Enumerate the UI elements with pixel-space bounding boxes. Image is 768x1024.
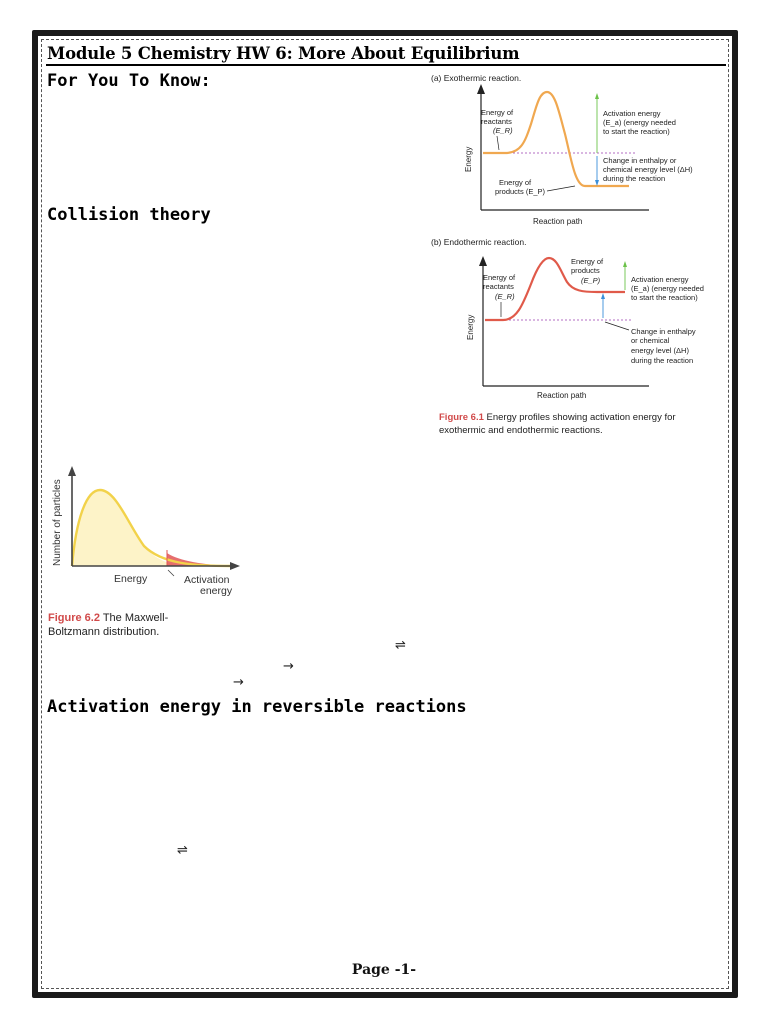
panel-b-y-label: Energy	[466, 314, 475, 340]
panel-b-dh-label-2: or chemical	[631, 336, 670, 345]
panel-b-products-label-1: Energy of	[571, 257, 604, 266]
panel-a-products-pointer	[547, 186, 575, 191]
panel-b-products-label-3: (E_P)	[581, 276, 601, 285]
panel-b-ea-arrowhead	[623, 261, 627, 267]
panel-b-reactants-label-2: reactants	[483, 282, 514, 291]
panel-b-ea-label-2: (E_a) (energy needed	[631, 284, 704, 293]
panel-a-ea-label-2: (E_a) (energy needed	[603, 118, 676, 127]
panel-a-dh-label-2: chemical energy level (ΔH)	[603, 165, 693, 174]
figure-6-1-caption-line-2: exothermic and endothermic reactions.	[439, 425, 603, 436]
panel-b-ea-label-3: to start the reaction)	[631, 293, 698, 302]
panel-a-ea-label-3: to start the reaction)	[603, 127, 670, 136]
panel-a-reactants-pointer	[497, 136, 499, 150]
arrow-symbol-2: →	[233, 675, 244, 690]
page-title: Module 5 Chemistry HW 6: More About Equilibrium	[47, 44, 520, 63]
mb-activation-label-1: Activation	[184, 574, 230, 586]
figure-6-2	[44, 460, 254, 642]
panel-b-reactants-label-1: Energy of	[483, 273, 516, 282]
figure-6-1-caption-line-1: Figure 6.1 Energy profiles showing activation energy for	[439, 412, 676, 423]
panel-b-dh-pointer	[605, 322, 629, 330]
heading-activation-energy-reversible: Activation energy in reversible reactions	[47, 697, 467, 717]
panel-a-reactants-label-2: reactants	[481, 117, 512, 126]
panel-b-dh-label-4: during the reaction	[631, 356, 694, 365]
heading-collision-theory: Collision theory	[47, 205, 211, 225]
figure-6-1	[425, 72, 725, 442]
panel-a-y-arrowhead	[477, 84, 485, 94]
heading-for-you-to-know: For You To Know:	[47, 71, 211, 91]
figure-6-2-caption-line-2: Boltzmann distribution.	[48, 626, 160, 638]
panel-b-ea-label-1: Activation energy	[631, 275, 689, 284]
panel-b-dh-label-3: energy level (ΔH)	[631, 346, 689, 355]
panel-a-y-label: Energy	[464, 146, 473, 172]
panel-a-x-label: Reaction path	[533, 217, 583, 226]
mb-y-label: Number of particles	[52, 479, 63, 566]
mb-y-arrowhead	[68, 466, 76, 476]
panel-a-ea-arrowhead	[595, 93, 599, 99]
panel-b-label: (b) Endothermic reaction.	[431, 237, 527, 247]
mb-activation-label-2: energy	[200, 585, 233, 597]
panel-a-products-label-1: Energy of	[499, 178, 532, 187]
panel-a-reactants-label-1: Energy of	[481, 108, 514, 117]
panel-b-reactants-label-3: (E_R)	[495, 292, 515, 301]
equilibrium-symbol-1: ⇌	[395, 638, 406, 653]
panel-a-products-label-2: products (E_P)	[495, 187, 546, 196]
panel-b-dh-label-1: Change in enthalpy	[631, 327, 696, 336]
panel-a-label: (a) Exothermic reaction.	[431, 73, 522, 83]
panel-a-ea-label-1: Activation energy	[603, 109, 661, 118]
panel-b-dh-arrowhead	[601, 293, 605, 299]
panel-a-dh-label-1: Change in enthalpy or	[603, 156, 677, 165]
panel-b-x-label: Reaction path	[537, 391, 587, 400]
figure-6-2-caption-line-1: Figure 6.2 The Maxwell-	[48, 612, 169, 624]
equilibrium-symbol-2: ⇌	[177, 843, 188, 858]
panel-b-products-label-2: products	[571, 266, 600, 275]
panel-a-dh-label-3: during the reaction	[603, 174, 666, 183]
mb-x-label: Energy	[114, 573, 148, 585]
arrow-symbol-1: →	[283, 659, 294, 674]
panel-a-reactants-label-3: (E_R)	[493, 126, 513, 135]
mb-x-arrowhead	[230, 562, 240, 570]
mb-activation-pointer	[168, 570, 174, 576]
panel-b-y-arrowhead	[479, 256, 487, 266]
title-underline	[46, 64, 726, 66]
page-number-footer: Page -1-	[351, 962, 417, 978]
